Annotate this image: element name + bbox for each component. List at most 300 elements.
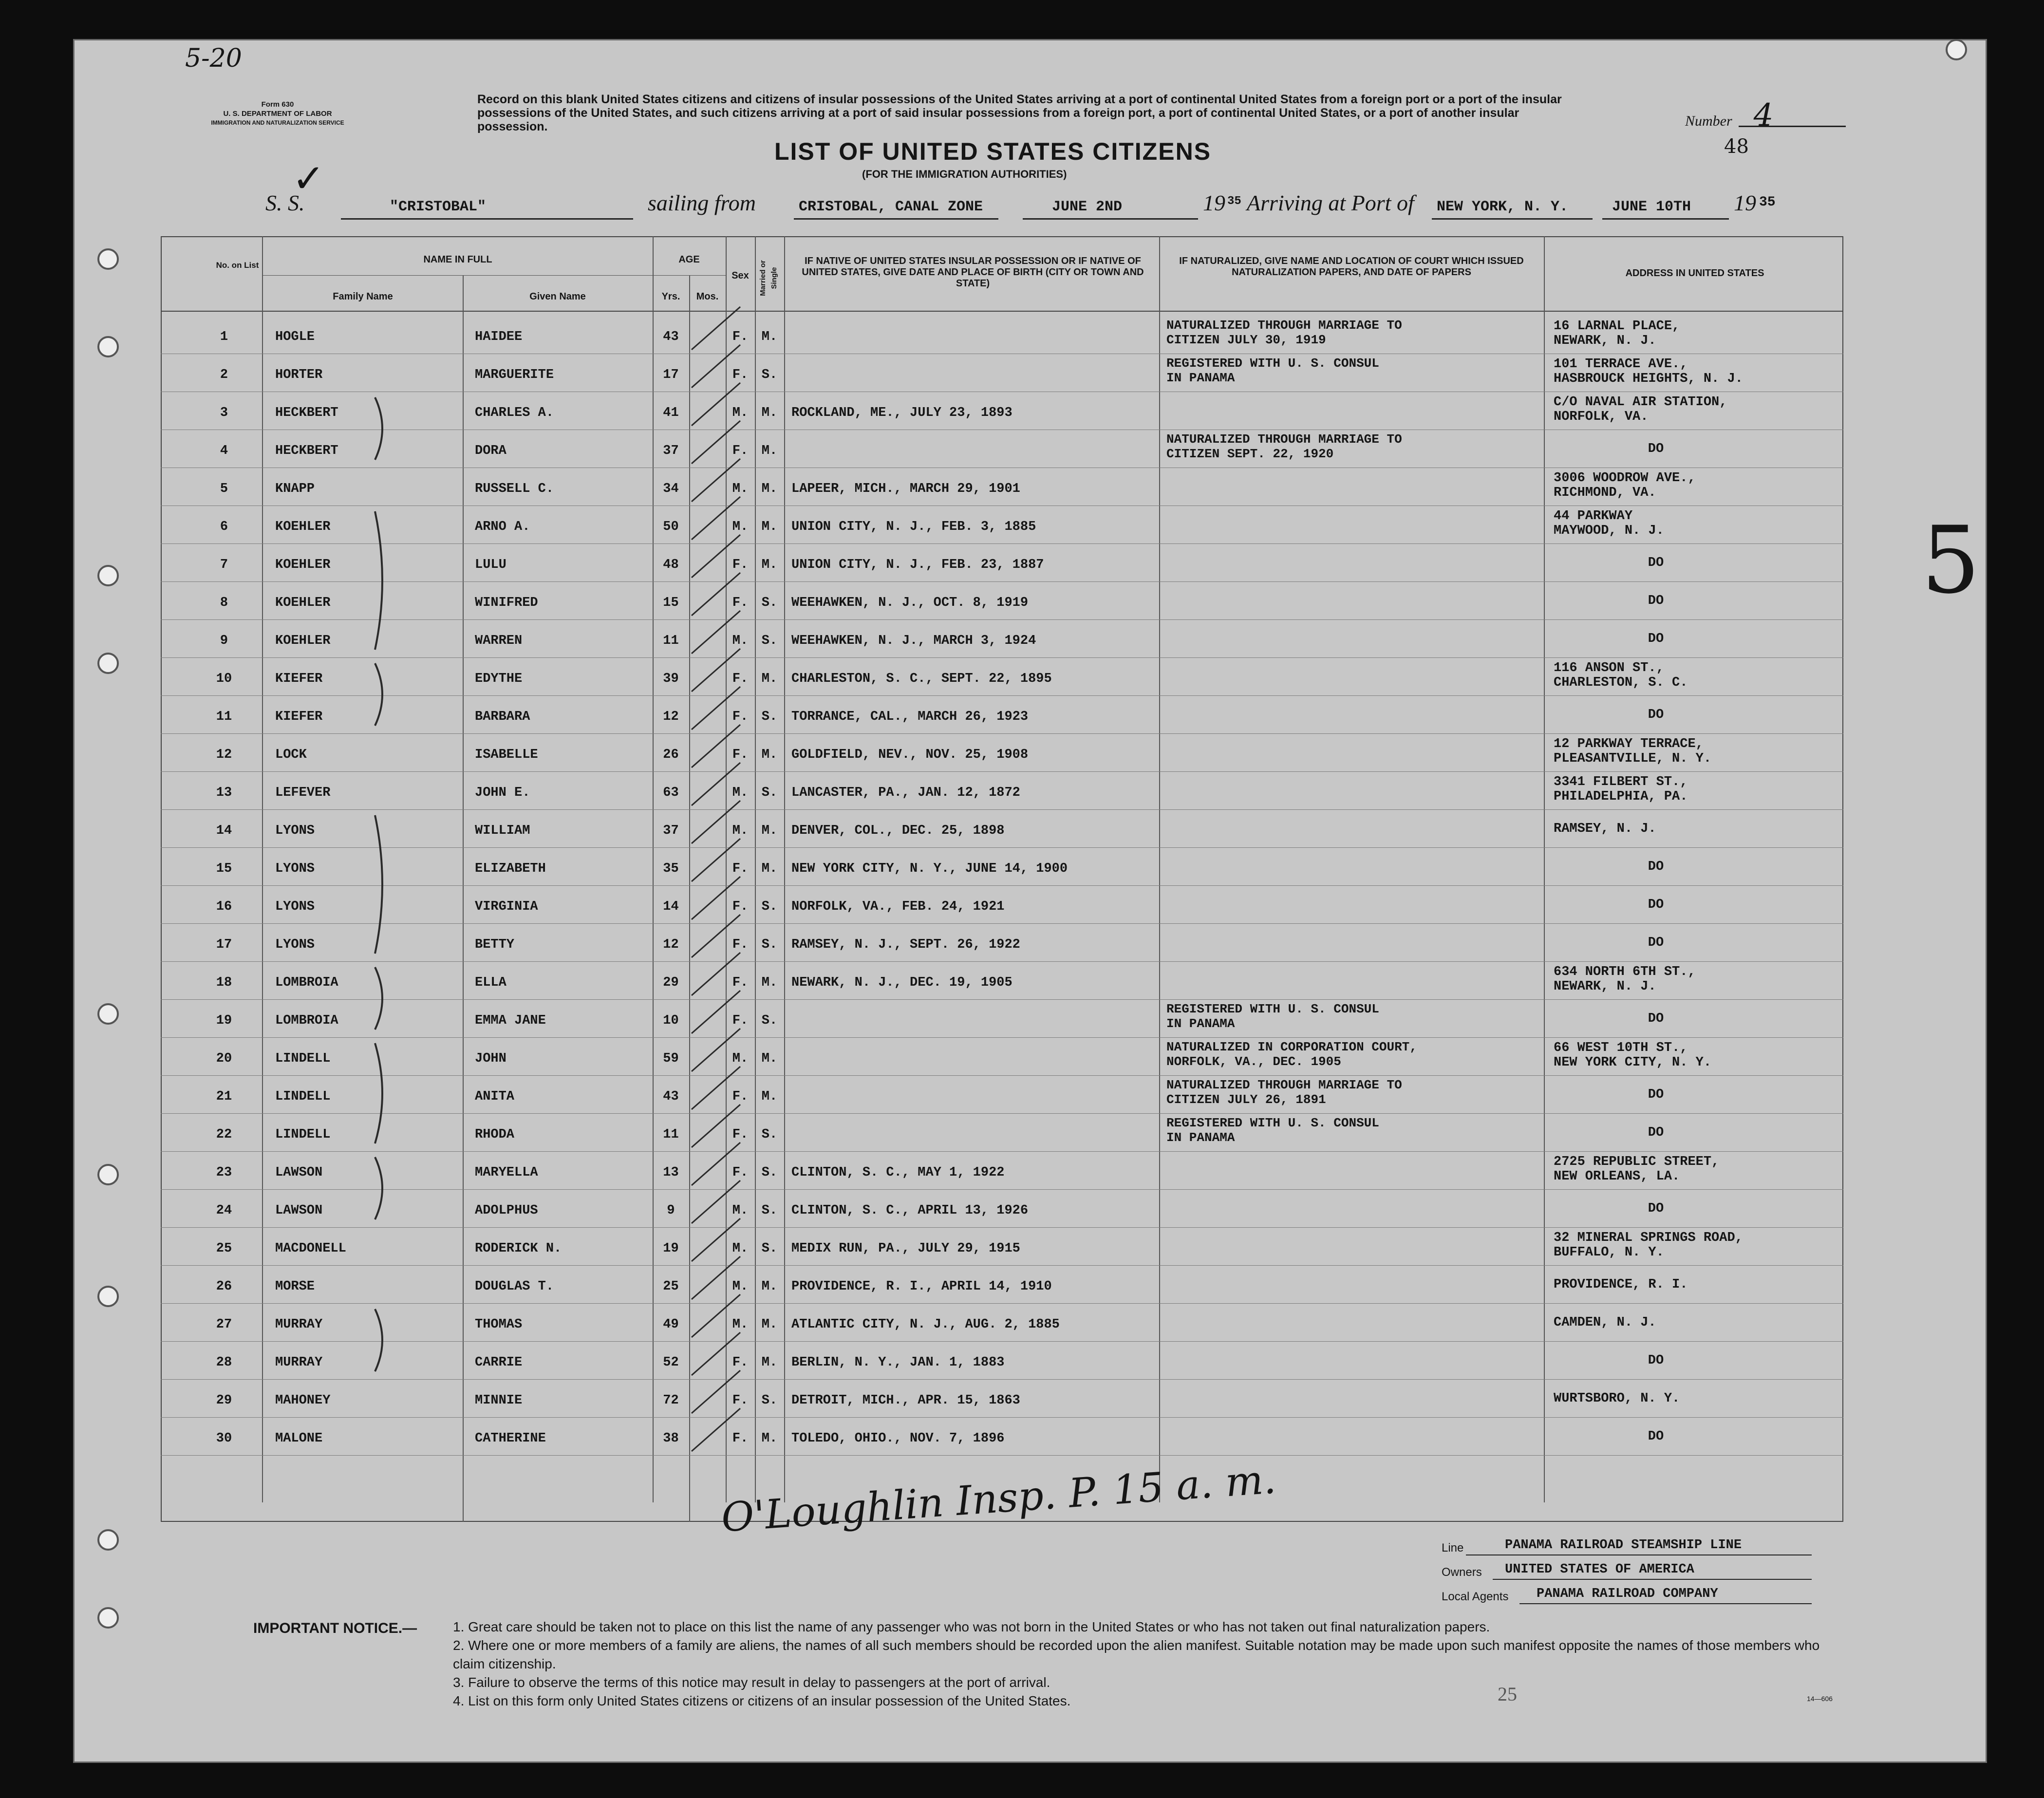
given-name: ANITA <box>475 1089 515 1104</box>
given-name: ELLA <box>475 975 506 990</box>
given-name: ELIZABETH <box>475 862 546 876</box>
marital-status: S. <box>761 1393 778 1408</box>
row-number: 1 <box>220 330 228 344</box>
birth-place-date: WEEHAWKEN, N. J., MARCH 3, 1924 <box>791 634 1036 648</box>
arrival-port: NEW YORK, N. Y. <box>1437 199 1569 215</box>
given-name: HAIDEE <box>475 330 523 344</box>
birth-place-date: LAPEER, MICH., MARCH 29, 1901 <box>791 482 1020 496</box>
address-line-1: 12 PARKWAY TERRACE, <box>1554 737 1704 751</box>
row-number: 16 <box>216 899 232 914</box>
address-line-1: 3006 WOODROW AVE., <box>1554 471 1696 486</box>
sex: F. <box>732 596 749 610</box>
row-number: 6 <box>220 520 228 534</box>
birth-place-date: DETROIT, MICH., APR. 15, 1863 <box>791 1393 1020 1408</box>
sex: F. <box>732 1431 749 1446</box>
family-bracket <box>375 663 382 726</box>
sex: F. <box>732 1089 749 1104</box>
address-line-2: DO <box>1648 594 1664 608</box>
sex: F. <box>732 862 749 876</box>
tally-stroke <box>692 307 740 350</box>
tally-stroke <box>692 345 740 388</box>
address-line-2: DO <box>1648 1429 1664 1444</box>
family-bracket <box>375 815 382 954</box>
age-years: 9 <box>667 1203 675 1218</box>
address-line-2: DO <box>1648 1353 1664 1368</box>
check-mark: ✓ <box>292 156 325 201</box>
family-name: MALONE <box>275 1431 323 1446</box>
tally-stroke <box>692 1370 740 1413</box>
arrival-date: JUNE 10TH <box>1612 199 1691 215</box>
given-name: MINNIE <box>475 1393 523 1408</box>
address-line-1: 116 ANSON ST., <box>1554 661 1664 675</box>
family-name: LOMBROIA <box>275 1013 338 1028</box>
col-header-sex: Sex <box>731 270 749 281</box>
tally-stroke <box>692 1218 740 1261</box>
naturalization-line-2: IN PANAMA <box>1166 1016 1235 1031</box>
address-line-2: DO <box>1648 708 1664 722</box>
row-number: 8 <box>220 596 228 610</box>
page-number: 25 <box>1498 1683 1517 1705</box>
given-name: CHARLES A. <box>475 406 554 420</box>
address-line-2: NEWARK, N. J. <box>1554 979 1656 994</box>
page-subtitle: (FOR THE IMMIGRATION AUTHORITIES) <box>862 168 1067 180</box>
address-line-2: PROVIDENCE, R. I. <box>1554 1277 1688 1292</box>
address-line-2: RAMSEY, N. J. <box>1554 822 1656 836</box>
family-name: LOMBROIA <box>275 975 338 990</box>
sex: F. <box>732 1127 749 1142</box>
age-years: 14 <box>663 899 679 914</box>
family-bracket <box>375 397 382 460</box>
address-line-2: NORFOLK, VA. <box>1554 410 1649 424</box>
birth-place-date: PROVIDENCE, R. I., APRIL 14, 1910 <box>791 1279 1052 1294</box>
marital-status: S. <box>761 596 778 610</box>
row-number: 11 <box>216 710 232 724</box>
row-number: 7 <box>220 558 228 572</box>
marital-status: S. <box>761 710 778 724</box>
sex: F. <box>732 1165 749 1180</box>
address-line-1: 101 TERRACE AVE., <box>1554 357 1688 372</box>
line-value: PANAMA RAILROAD STEAMSHIP LINE <box>1505 1538 1742 1553</box>
naturalization-line-1: NATURALIZED THROUGH MARRIAGE TO <box>1166 432 1402 447</box>
birth-place-date: GOLDFIELD, NEV., NOV. 25, 1908 <box>791 748 1029 762</box>
birth-place-date: CLINTON, S. C., APRIL 13, 1926 <box>791 1203 1029 1218</box>
marital-status: S. <box>761 1127 778 1142</box>
birth-place-date: BERLIN, N. Y., JAN. 1, 1883 <box>791 1355 1005 1370</box>
given-name: CATHERINE <box>475 1431 546 1446</box>
row-number: 24 <box>216 1203 232 1218</box>
given-name: DOUGLAS T. <box>475 1279 554 1294</box>
row-number: 21 <box>216 1089 232 1104</box>
age-years: 25 <box>663 1279 679 1294</box>
page-title: LIST OF UNITED STATES CITIZENS <box>774 138 1212 165</box>
marital-status: S. <box>761 786 778 800</box>
sex: F. <box>732 330 749 344</box>
col-header-married: Married or Single <box>759 260 778 296</box>
row-number: 2 <box>220 368 228 382</box>
form-service: IMMIGRATION AND NATURALIZATION SERVICE <box>211 119 344 126</box>
owners-label: Owners <box>1442 1566 1482 1579</box>
row-number: 27 <box>216 1317 232 1332</box>
tally-stroke <box>692 535 740 578</box>
family-name: KOEHLER <box>275 558 331 572</box>
age-years: 50 <box>663 520 679 534</box>
birth-place-date: LANCASTER, PA., JAN. 12, 1872 <box>791 786 1020 800</box>
age-years: 17 <box>663 368 679 382</box>
address-line-2: DO <box>1648 556 1664 570</box>
tally-stroke <box>692 763 740 805</box>
address-line-2: DO <box>1648 632 1664 646</box>
tally-stroke <box>692 383 740 426</box>
tally-stroke <box>692 1067 740 1109</box>
tally-stroke <box>692 459 740 502</box>
sex: F. <box>732 558 749 572</box>
tally-stroke <box>692 915 740 957</box>
age-years: 43 <box>663 330 679 344</box>
marital-status: S. <box>761 1241 778 1256</box>
arrival-year: 35 <box>1759 195 1776 210</box>
row-number: 29 <box>216 1393 232 1408</box>
family-name: KIEFER <box>275 672 323 686</box>
address-line-2: MAYWOOD, N. J. <box>1554 524 1664 538</box>
sex: F. <box>732 368 749 382</box>
marital-status: M. <box>761 558 778 572</box>
given-name: BETTY <box>475 937 515 952</box>
birth-place-date: TOLEDO, OHIO., NOV. 7, 1896 <box>791 1431 1005 1446</box>
birth-place-date: NORFOLK, VA., FEB. 24, 1921 <box>791 899 1005 914</box>
row-number: 4 <box>220 444 228 458</box>
tally-stroke <box>692 1408 740 1451</box>
line-label: Line <box>1442 1541 1464 1555</box>
age-years: 41 <box>663 406 679 420</box>
given-name: BARBARA <box>475 710 530 724</box>
address-line-1: 32 MINERAL SPRINGS ROAD, <box>1554 1231 1743 1245</box>
birth-place-date: CLINTON, S. C., MAY 1, 1922 <box>791 1165 1005 1180</box>
sex: M. <box>732 824 749 838</box>
marital-status: M. <box>761 862 778 876</box>
marital-status: M. <box>761 482 778 496</box>
naturalization-line-1: NATURALIZED IN CORPORATION COURT, <box>1166 1040 1417 1054</box>
address-line-2: WURTSBORO, N. Y. <box>1554 1391 1680 1406</box>
row-number: 15 <box>216 862 232 876</box>
given-name: MARGUERITE <box>475 368 554 382</box>
given-name: THOMAS <box>475 1317 523 1332</box>
row-number: 18 <box>216 975 232 990</box>
given-name: WILLIAM <box>475 824 530 838</box>
family-name: LEFEVER <box>275 786 331 800</box>
record-instructions: Record on this blank United States citizens and citizens of insular possessions of the United States arriving at a port of continental United States from a foreign port or a port of the insular possessions of the United States, and such citizens arriving at a port of said insular possessions from a foreign port, a port of continental United States, or a port of another insular possession. <box>477 93 1562 133</box>
birth-place-date: NEW YORK CITY, N. Y., JUNE 14, 1900 <box>791 862 1068 876</box>
given-name: DORA <box>475 444 506 458</box>
address-line-2: CAMDEN, N. J. <box>1554 1315 1656 1330</box>
given-name: JOHN <box>475 1051 506 1066</box>
owners-underline <box>1493 1579 1812 1580</box>
naturalization-line-2: IN PANAMA <box>1166 371 1235 385</box>
tally-stroke <box>692 649 740 692</box>
family-name: HECKBERT <box>275 406 338 420</box>
row-number: 14 <box>216 824 232 838</box>
tally-stroke <box>692 991 740 1033</box>
given-name: CARRIE <box>475 1355 523 1370</box>
age-years: 19 <box>663 1241 679 1256</box>
marital-status: M. <box>761 824 778 838</box>
age-years: 49 <box>663 1317 679 1332</box>
family-name: LOCK <box>275 748 307 762</box>
family-name: LAWSON <box>275 1165 323 1180</box>
age-years: 11 <box>663 1127 679 1142</box>
family-name: KOEHLER <box>275 520 331 534</box>
sail-year: 35 <box>1227 195 1241 208</box>
naturalization-line-1: NATURALIZED THROUGH MARRIAGE TO <box>1166 1078 1402 1092</box>
address-line-2: NEW ORLEANS, LA. <box>1554 1169 1680 1184</box>
sex: M. <box>732 1241 749 1256</box>
marital-status: M. <box>761 1317 778 1332</box>
address-line-2: DO <box>1648 1087 1664 1102</box>
row-number: 20 <box>216 1051 232 1066</box>
address-line-2: DO <box>1648 442 1664 456</box>
birth-place-date: NEWARK, N. J., DEC. 19, 1905 <box>791 975 1013 990</box>
sex: M. <box>732 406 749 420</box>
age-years: 13 <box>663 1165 679 1180</box>
family-name: KOEHLER <box>275 634 331 648</box>
birth-place-date: ATLANTIC CITY, N. J., AUG. 2, 1885 <box>791 1317 1060 1332</box>
from-port: CRISTOBAL, CANAL ZONE <box>799 199 983 215</box>
given-name: RHODA <box>475 1127 515 1142</box>
tally-stroke <box>692 839 740 881</box>
family-name: LINDELL <box>275 1089 331 1104</box>
col-header-age: AGE <box>678 254 700 265</box>
col-header-no: No. on List <box>216 261 259 270</box>
agents-value: PANAMA RAILROAD COMPANY <box>1537 1587 1718 1601</box>
family-bracket <box>375 511 382 650</box>
given-name: LULU <box>475 558 506 572</box>
address-line-2: BUFFALO, N. Y. <box>1554 1245 1664 1260</box>
col-header-address: ADDRESS IN UNITED STATES <box>1625 268 1764 279</box>
family-name: LINDELL <box>275 1051 331 1066</box>
number-note: 48 <box>1724 135 1749 158</box>
sex: F. <box>732 975 749 990</box>
age-years: 26 <box>663 748 679 762</box>
family-name: MACDONELL <box>275 1241 346 1256</box>
sex: M. <box>732 1203 749 1218</box>
owners-value: UNITED STATES OF AMERICA <box>1505 1562 1694 1577</box>
notice-item: 3. Failure to observe the terms of this notice may result in delay to passengers at the port of arrival. <box>453 1675 1050 1690</box>
marital-status: S. <box>761 1165 778 1180</box>
birth-place-date: WEEHAWKEN, N. J., OCT. 8, 1919 <box>791 596 1029 610</box>
notice-item: 1. Great care should be taken not to place on this list the name of any passenger who was not born in the United States or who has not taken out final naturalization papers. <box>453 1619 1490 1634</box>
inspector-signature: O'Loughlin Insp. P. 15 a. m. <box>720 1456 1277 1541</box>
row-number: 5 <box>220 482 228 496</box>
given-name: ISABELLE <box>475 748 538 762</box>
row-number: 19 <box>216 1013 232 1028</box>
form-department: U. S. DEPARTMENT OF LABOR <box>223 110 332 118</box>
margin-note: 5-20 <box>185 44 242 73</box>
tally-stroke <box>692 1029 740 1071</box>
row-number: 26 <box>216 1279 232 1294</box>
tally-stroke <box>692 725 740 768</box>
tally-stroke <box>692 421 740 464</box>
given-name: EDYTHE <box>475 672 523 686</box>
row-number: 23 <box>216 1165 232 1180</box>
marital-status: M. <box>761 975 778 990</box>
sailing-label: sailing from <box>648 190 756 215</box>
sex: M. <box>732 1279 749 1294</box>
family-name: MORSE <box>275 1279 315 1294</box>
form-code: 14—606 <box>1807 1695 1833 1703</box>
sex: M. <box>732 520 749 534</box>
sail-year-prefix: 19 <box>1203 190 1225 215</box>
address-line-2: RICHMOND, VA. <box>1554 486 1656 500</box>
sex: F. <box>732 1013 749 1028</box>
family-name: MURRAY <box>275 1317 323 1332</box>
age-years: 37 <box>663 824 679 838</box>
family-name: LAWSON <box>275 1203 323 1218</box>
address-line-2: DO <box>1648 1125 1664 1140</box>
tally-stroke <box>692 1142 740 1185</box>
address-line-1: 3341 FILBERT ST., <box>1554 775 1688 789</box>
ship-name: "CRISTOBAL" <box>390 199 487 215</box>
given-name: RODERICK N. <box>475 1241 562 1256</box>
address-line-1: 44 PARKWAY <box>1554 509 1633 524</box>
sex: F. <box>732 937 749 952</box>
given-name: JOHN E. <box>475 786 530 800</box>
naturalization-line-1: NATURALIZED THROUGH MARRIAGE TO <box>1166 318 1402 333</box>
given-name: RUSSELL C. <box>475 482 554 496</box>
age-years: 48 <box>663 558 679 572</box>
agents-label: Local Agents <box>1442 1590 1509 1603</box>
naturalization-line-1: REGISTERED WITH U. S. CONSUL <box>1166 1002 1379 1016</box>
row-number: 22 <box>216 1127 232 1142</box>
address-line-2: CHARLESTON, S. C. <box>1554 675 1688 690</box>
sex: M. <box>732 1051 749 1066</box>
tally-stroke <box>692 801 740 843</box>
marital-status: S. <box>761 899 778 914</box>
col-header-family: Family Name <box>333 291 393 302</box>
sex: F. <box>732 444 749 458</box>
sex: F. <box>732 672 749 686</box>
margin-mark: 5 <box>1921 506 1980 614</box>
family-name: HORTER <box>275 368 323 382</box>
sex: M. <box>732 786 749 800</box>
col-header-birth: IF NATIVE OF UNITED STATES INSULAR POSSESSION OR IF NATIVE OF UNITED STATES, GIVE DATE AND PLACE OF BIRTH (CITY OR TOWN AND STATE) <box>802 256 1144 289</box>
tally-stroke <box>692 497 740 540</box>
family-name: LYONS <box>275 824 315 838</box>
given-name: VIRGINIA <box>475 899 538 914</box>
given-name: MARYELLA <box>475 1165 538 1180</box>
family-bracket <box>375 1043 382 1143</box>
age-years: 72 <box>663 1393 679 1408</box>
naturalization-line-2: CITIZEN JULY 26, 1891 <box>1166 1092 1326 1107</box>
address-line-1: 2725 REPUBLIC STREET, <box>1554 1155 1720 1169</box>
given-name: WINIFRED <box>475 596 538 610</box>
birth-place-date: ROCKLAND, ME., JULY 23, 1893 <box>791 406 1013 420</box>
address-line-2: DO <box>1648 860 1664 874</box>
marital-status: M. <box>761 1089 778 1104</box>
birth-place-date: TORRANCE, CAL., MARCH 26, 1923 <box>791 710 1029 724</box>
ss-label: S. S. <box>265 190 305 215</box>
marital-status: S. <box>761 634 778 648</box>
naturalization-line-2: IN PANAMA <box>1166 1130 1235 1145</box>
birth-place-date: UNION CITY, N. J., FEB. 23, 1887 <box>791 558 1044 572</box>
address-line-1: 66 WEST 10TH ST., <box>1554 1041 1688 1055</box>
row-number: 25 <box>216 1241 232 1256</box>
sex: F. <box>732 899 749 914</box>
sex: F. <box>732 748 749 762</box>
marital-status: M. <box>761 520 778 534</box>
birth-place-date: CHARLESTON, S. C., SEPT. 22, 1895 <box>791 672 1052 686</box>
notice-item: 2. Where one or more members of a family are aliens, the names of all such members should be recorded upon the alien manifest. Suitable notation may be made upon such manifest opposite the names of those members who claim citizenship. <box>453 1638 1820 1671</box>
row-number: 12 <box>216 748 232 762</box>
birth-place-date: RAMSEY, N. J., SEPT. 26, 1922 <box>791 937 1020 952</box>
address-line-1: 634 NORTH 6TH ST., <box>1554 965 1696 979</box>
address-line-1: C/O NAVAL AIR STATION, <box>1554 395 1727 410</box>
row-number: 30 <box>216 1431 232 1446</box>
address-line-2: DO <box>1648 898 1664 912</box>
age-years: 10 <box>663 1013 679 1028</box>
marital-status: S. <box>761 368 778 382</box>
family-name: KIEFER <box>275 710 323 724</box>
address-line-2: PHILADELPHIA, PA. <box>1554 789 1688 804</box>
tally-stroke <box>692 1294 740 1337</box>
birth-place-date: UNION CITY, N. J., FEB. 3, 1885 <box>791 520 1036 534</box>
sex: F. <box>732 710 749 724</box>
sex: F. <box>732 1393 749 1408</box>
age-years: 39 <box>663 672 679 686</box>
family-name: KOEHLER <box>275 596 331 610</box>
notice-items <box>453 1618 1846 1710</box>
family-name: LYONS <box>275 862 315 876</box>
age-years: 12 <box>663 937 679 952</box>
family-bracket <box>375 1157 382 1219</box>
tally-stroke <box>692 611 740 654</box>
given-name: EMMA JANE <box>475 1013 546 1028</box>
family-name: LYONS <box>275 937 315 952</box>
birth-place-date: MEDIX RUN, PA., JULY 29, 1915 <box>791 1241 1020 1256</box>
notice-item: 4. List on this form only United States citizens or citizens of an insular possession of the United States. <box>453 1693 1071 1708</box>
tally-stroke <box>692 687 740 730</box>
age-years: 11 <box>663 634 679 648</box>
family-name: HOGLE <box>275 330 315 344</box>
family-name: MAHONEY <box>275 1393 331 1408</box>
agents-underline <box>1519 1603 1812 1604</box>
naturalization-line-1: REGISTERED WITH U. S. CONSUL <box>1166 356 1379 371</box>
tally-stroke <box>692 1256 740 1299</box>
sex: M. <box>732 1317 749 1332</box>
address-line-1: 16 LARNAL PLACE, <box>1554 319 1680 334</box>
marital-status: M. <box>761 1431 778 1446</box>
age-years: 43 <box>663 1089 679 1104</box>
marital-status: M. <box>761 1355 778 1370</box>
family-name: LYONS <box>275 899 315 914</box>
number-label: Number <box>1685 113 1732 129</box>
marital-status: M. <box>761 748 778 762</box>
age-years: 34 <box>663 482 679 496</box>
age-years: 38 <box>663 1431 679 1446</box>
given-name: ADOLPHUS <box>475 1203 538 1218</box>
important-notice-heading: IMPORTANT NOTICE.— <box>253 1620 417 1636</box>
address-line-2: DO <box>1648 936 1664 950</box>
tally-stroke <box>692 1105 740 1147</box>
col-header-yrs: Yrs. <box>661 291 680 302</box>
marital-status: S. <box>761 1013 778 1028</box>
age-years: 12 <box>663 710 679 724</box>
row-number: 3 <box>220 406 228 420</box>
family-name: HECKBERT <box>275 444 338 458</box>
marital-status: M. <box>761 1051 778 1066</box>
age-years: 52 <box>663 1355 679 1370</box>
row-number: 13 <box>216 786 232 800</box>
address-line-2: DO <box>1648 1011 1664 1026</box>
marital-status: M. <box>761 330 778 344</box>
